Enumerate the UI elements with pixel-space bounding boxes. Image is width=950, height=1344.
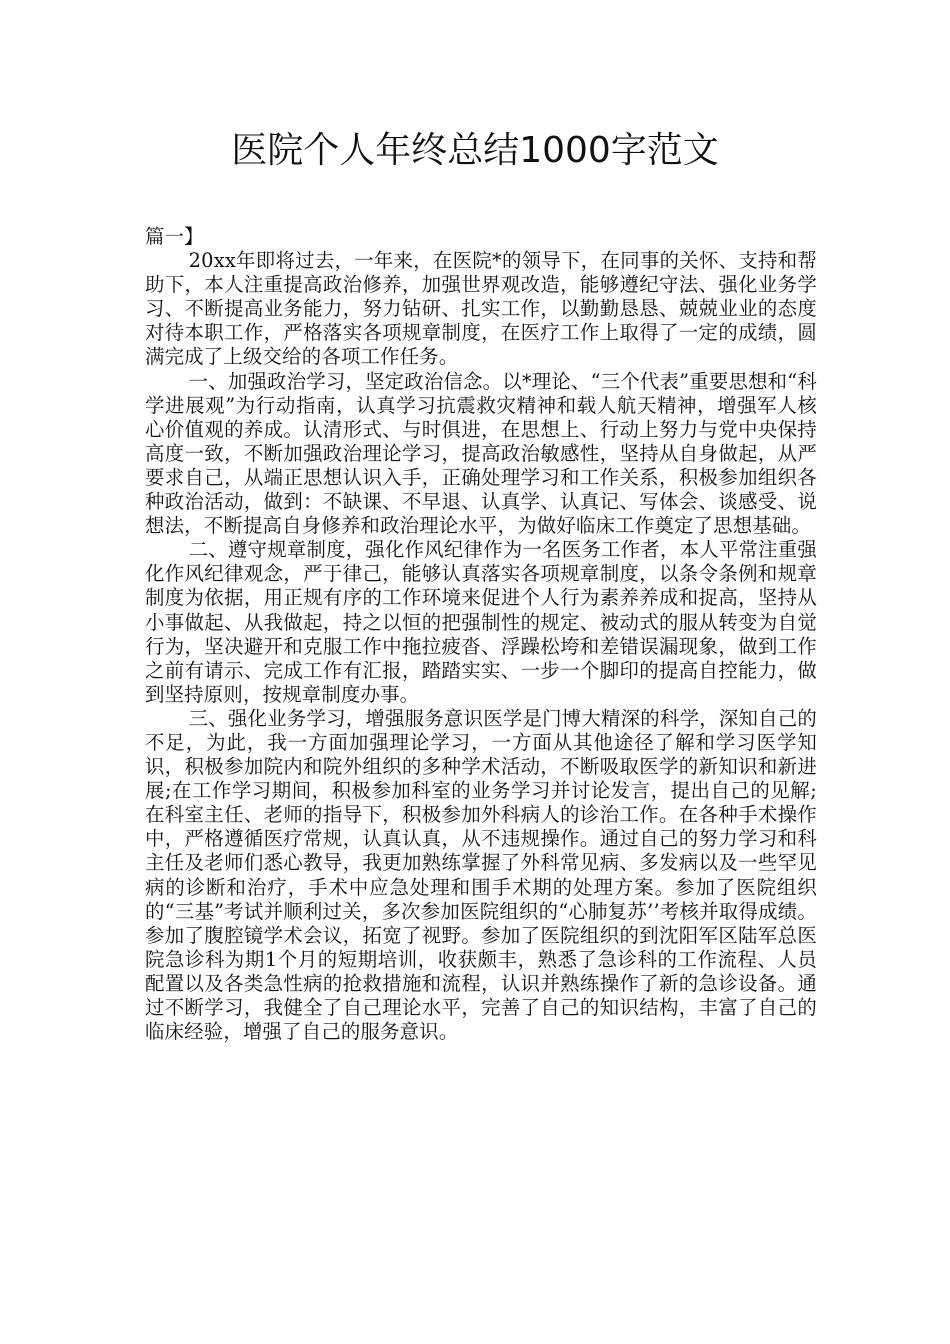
paragraph-discipline: 二、遵守规章制度，强化作风纪律作为一名医务工作者，本人平常注重强化作风纪律观念，严于律己，能够认真落实各项规章制度，以条令条例和规章制度为依据，用正规有序的工作环境来促进个人行为素养养成和捉高，坚持从小事做起、从我做起，持之以恒的把强制性的规定、被动式的服从转变为自觉行为，坚决避开和克服工作中拖拉疲沓、浮躁松垮和差错误漏现象，做到工作之前有请示、完成工作有汇报，踏踏实实、一步一个脚印的提高自控能力，做到坚持原则，按规章制度办事。 (145, 538, 817, 706)
paragraph-intro: 20xx年即将过去，一年来，在医院*的领导下，在同事的关怀、支持和帮助下，本人注重提高政治修养，加强世界观改造，能够遵纪守法、强化业务学习、不断提高业务能力，努力钻研、扎实工作，以勤勤恳恳、兢兢业业的态度对待本职工作，严格落实各项规章制度，在医疗工作上取得了一定的成绩，圆满完成了上级交给的各项工作任务。 (145, 249, 817, 369)
document-title: 医院个人年终总结1000字范文 (231, 130, 719, 171)
paragraph-professional-study: 三、强化业务学习，增强服务意识医学是门博大精深的科学，深知自己的不足，为此，我一方面加强理论学习，一方面从其他途径了解和学习医学知识，积极参加院内和院外组织的多种学术活动，不断吸取医学的新知识和新进展;在工作学习期间，积极参加科室的业务学习并讨论发言，提出自己的见解;在科室主任、老师的指导下，积极参加外科病人的诊治工作。在各种手术操作中，严格遵循医疗常规，认真认真，从不违规操作。通过自己的努力学习和科主任及老师们悉心教导，我更加熟练掌握了外科常见病、多发病以及一些罕见病的诊断和治疗，手术中应急处理和围手术期的处理方案。参加了医院组织的“三基”考试并顺利过关，多次参加医院组织的“心肺复苏’’考核并取得成绩。参加了腹腔镜学术会议，拓宽了视野。参加了医院组织的到沈阳军区陆军总医院急诊科为期1个月的短期培训，收获颇丰，熟悉了急诊科的工作流程、人员配置以及各类急性病的抢救措施和流程，认识并熟练操作了新的急诊设备。通过不断学习，我健全了自己理论水平，完善了自己的知识结构，丰富了自己的临床经验，增强了自己的服务意识。 (145, 706, 817, 1044)
section-label: 篇一】 (145, 225, 204, 248)
paragraph-political-study: 一、加强政治学习，坚定政治信念。以*理论、“三个代表”重要思想和“科学进展观”为行动指南，认真学习抗震救灾精神和载人航天精神，增强军人核心价值观的养成。认清形式、与时俱进，在思想上、行动上努力与党中央保持高度一致，不断加强政治理论学习，提高政治敏感性，坚持从自身做起，从严要求自己，从端正思想认识入手，正确处理学习和工作关系，积极参加组织各种政治活动，做到：不缺课、不早退、认真学、认真记、写体会、谈感受、说想法，不断提高自身修养和政治理论水平，为做好临床工作奠定了思想基础。 (145, 369, 817, 538)
document-body (145, 225, 817, 1044)
